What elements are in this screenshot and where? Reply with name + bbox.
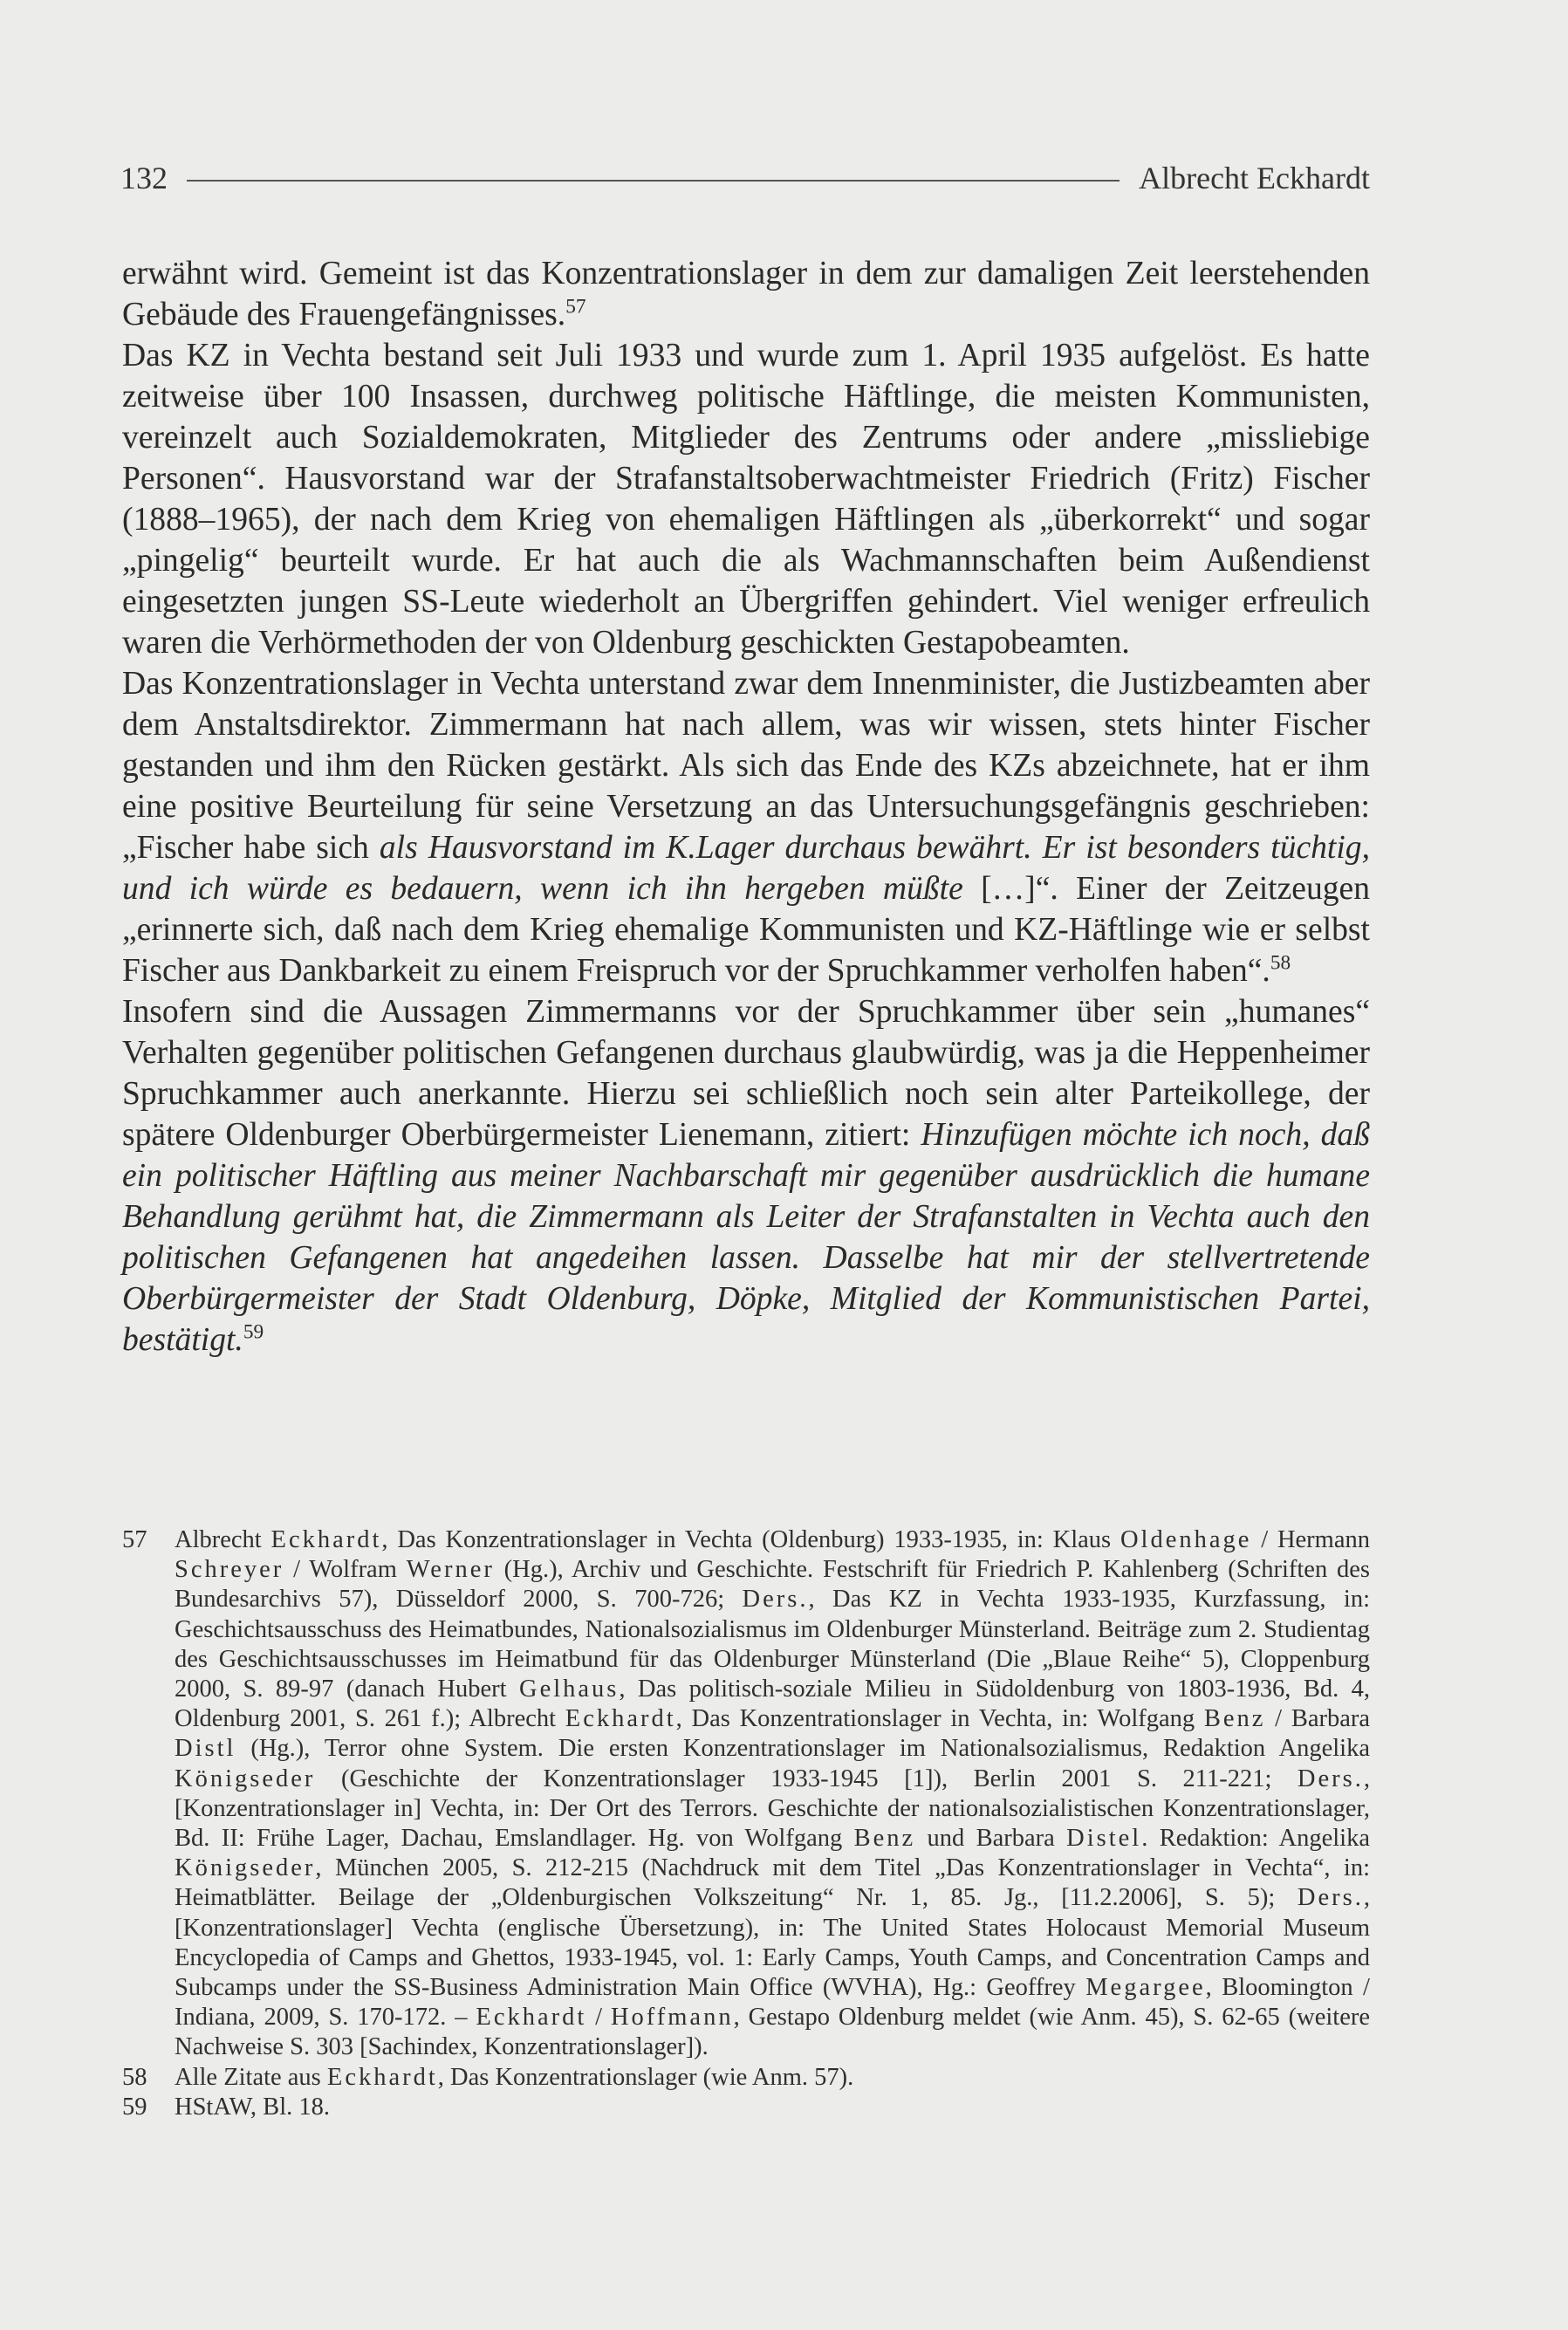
- footnote-number: 59: [122, 2093, 147, 2121]
- footnote-text: HStAW, Bl. 18.: [175, 2093, 330, 2121]
- main-text: [122, 253, 1370, 1360]
- running-title: Albrecht Eckhardt: [1139, 161, 1370, 195]
- paragraph-2: Das KZ in Vechta bestand seit Juli 1933 und wurde zum 1. April 1935 aufgelöst. Es hatte zeitweise über 100 Insassen, durchweg politische Häftlinge, die meisten Kommunisten, vereinzelt auch Sozialdemokraten, Mitglieder des Zentrums oder andere „missliebige Personen“. Hausvorstand war der Strafanstaltsoberwachtmeister Friedrich (Fritz) Fischer (1888–1965), der nach dem Krieg von ehemaligen Häftlingen als „überkorrekt“ und sogar „pingelig“ beurteilt wurde. Er hat auch die als Wachmannschaften beim Außendienst eingesetzten jungen SS-Leute wiederholt an Übergriffen gehindert. Viel weniger erfreulich waren die Verhörmethoden der von Oldenburg geschickten Gestapobeamten.: [122, 338, 1370, 661]
- footnote-58: [122, 2063, 1370, 2093]
- paragraph-3: Das Konzentrationslager in Vechta unterstand zwar dem Innenminister, die Justizbeamten aber dem Anstaltsdirektor. Zimmermann hat nach allem, was wir wissen, stets hinter Fischer gestanden und ihm den Rücken gestärkt. Als sich das Ende des KZs abzeichnete, hat er ihm eine positive Beurteilung für seine Versetzung an das Untersuchungsgefängnis geschrieben: „Fischer habe sich als Hausvorstand im K.Lager durchaus bewährt. Er ist besonders tüchtig, und ich würde es bedauern, wenn ich ihn hergeben müßte […]“. Einer der Zeitzeugen „erinnerte sich, daß nach dem Krieg ehemalige Kommunisten und KZ-Häftlinge wie er selbst Fischer aus Dankbarkeit zu einem Freispruch vor der Spruchkammer verholfen haben“.$^{58}$: [122, 666, 1370, 989]
- footnote-ref-59[interactable]: 59: [243, 1320, 264, 1344]
- footnote-text: Albrecht Eckhardt, Das Konzentrationslager in Vechta (Oldenburg) 1933-1935, in: Klaus Oldenhage / Hermann Schreyer / Wolfram Werner (Hg.), Archiv und Geschichte. Festschrift für Friedrich P. Kahlenberg (Schriften des Bundesarchivs 57), Düsseldorf 2000, S. 700-726; Ders., Das KZ in Vechta 1933-1935, Kurzfassung, in: Geschichtsausschuss des Heimatbundes, Nationalsozialismus im Oldenburger Münsterland. Beiträge zum 2. Studientag des Geschichtsausschusses im Heimatbund für das Oldenburger Münsterland (Die „Blaue Reihe“ 5), Cloppenburg 2000, S. 89-97 (danach Hubert Gelhaus, Das politisch-soziale Milieu in Südoldenburg von 1803-1936, Bd. 4, Oldenburg 2001, S. 261 f.); Albrecht Eckhardt, Das Konzentrationslager in Vechta, in: Wolfgang Benz / Barbara Distl (Hg.), Terror ohne System. Die ersten Konzentrationslager im Nationalsozialismus, Redaktion Angelika Königseder (Geschichte der Konzentrationslager 1933-1945 [1]), Berlin 2001 S. 211-221; Ders., [Konzentrationslager in] Vechta, in: Der Ort des Terrors. Geschichte der nationalsozialistischen Konzentrationslager, Bd. II: Frühe Lager, Dachau, Emslandlager. Hg. von Wolfgang Benz und Barbara Distel. Redaktion: Angelika Königseder, München 2005, S. 212-215 (Nachdruck mit dem Titel „Das Konzentrationslager in Vechta“, in: Heimatblätter. Beilage der „Oldenburgischen Volkszeitung“ Nr. 1, 85. Jg., [11.2.2006], S. 5); Ders., [Konzentrationslager] Vechta (englische Übersetzung), in: The United States Holocaust Memorial Museum Encyclopedia of Camps and Ghettos, 1933-1945, vol. 1: Early Camps, Youth Camps, and Concentration Camps and Subcamps under the SS-Business Administration Main Office (WVHA), Hg.: Geoffrey Megargee, Bloomington / Indiana, 2009, S. 170-172. – Eckhardt / Hoffmann, Gestapo Oldenburg meldet (wie Anm. 45), S. 62-65 (weitere Nachweise S. 303 [Sachindex, Konzentrationslager]).: [175, 1526, 1371, 2061]
- footnote-57: [122, 1525, 1370, 2063]
- italic-quote: als Hausvorstand im K.Lager durchaus bewährt. Er ist besonders tüchtig, und ich würde es bedauern, wenn ich ihn hergeben müßte: [122, 830, 1370, 907]
- footnote-text: Alle Zitate aus Eckhardt, Das Konzentrationslager (wie Anm. 57).: [175, 2063, 854, 2091]
- running-header: [120, 154, 1370, 202]
- footnote-number: 58: [122, 2063, 147, 2091]
- header-rule: [187, 180, 1120, 182]
- footnote-ref-58[interactable]: 58: [1270, 951, 1291, 975]
- footnote-59: [122, 2093, 1370, 2122]
- footnotes: [122, 1525, 1370, 2122]
- footnote-ref-57[interactable]: 57: [565, 295, 586, 319]
- footnote-number: 57: [122, 1526, 147, 1553]
- page-number: 132: [120, 161, 168, 195]
- italic-quote: Hinzufügen möchte ich noch, daß ein politischer Häftling aus meiner Nachbarschaft mir gegenüber ausdrücklich die humane Behandlung gerühmt hat, die Zimmermann als Leiter der Strafanstalten in Vechta auch den politischen Gefangenen hat angedeihen lassen. Dasselbe hat mir der stellvertretende Oberbürgermeister der Stadt Oldenburg, Döpke, Mitglied der Kommunistischen Partei, bestätigt.: [122, 1117, 1370, 1358]
- paragraph-1: erwähnt wird. Gemeint ist das Konzentrationslager in dem zur damaligen Zeit leerstehenden Gebäude des Frauengefängnisses.$^{57}$: [122, 256, 1370, 332]
- paragraph-4: Insofern sind die Aussagen Zimmermanns vor der Spruchkammer über sein „humanes“ Verhalten gegenüber politischen Gefangenen durchaus glaubwürdig, was ja die Heppenheimer Spruchkammer auch anerkannte. Hierzu sei schließlich noch sein alter Parteikollege, der spätere Oldenburger Oberbürgermeister Lienemann, zitiert: Hinzufügen möchte ich noch, daß ein politischer Häftling aus meiner Nachbarschaft mir gegenüber ausdrücklich die humane Behandlung gerühmt hat, die Zimmermann als Leiter der Strafanstalten in Vechta auch den politischen Gefangenen hat angedeihen lassen. Dasselbe hat mir der stellvertretende Oberbürgermeister der Stadt Oldenburg, Döpke, Mitglied der Kommunistischen Partei, bestätigt.$^{59}$: [122, 994, 1370, 1358]
